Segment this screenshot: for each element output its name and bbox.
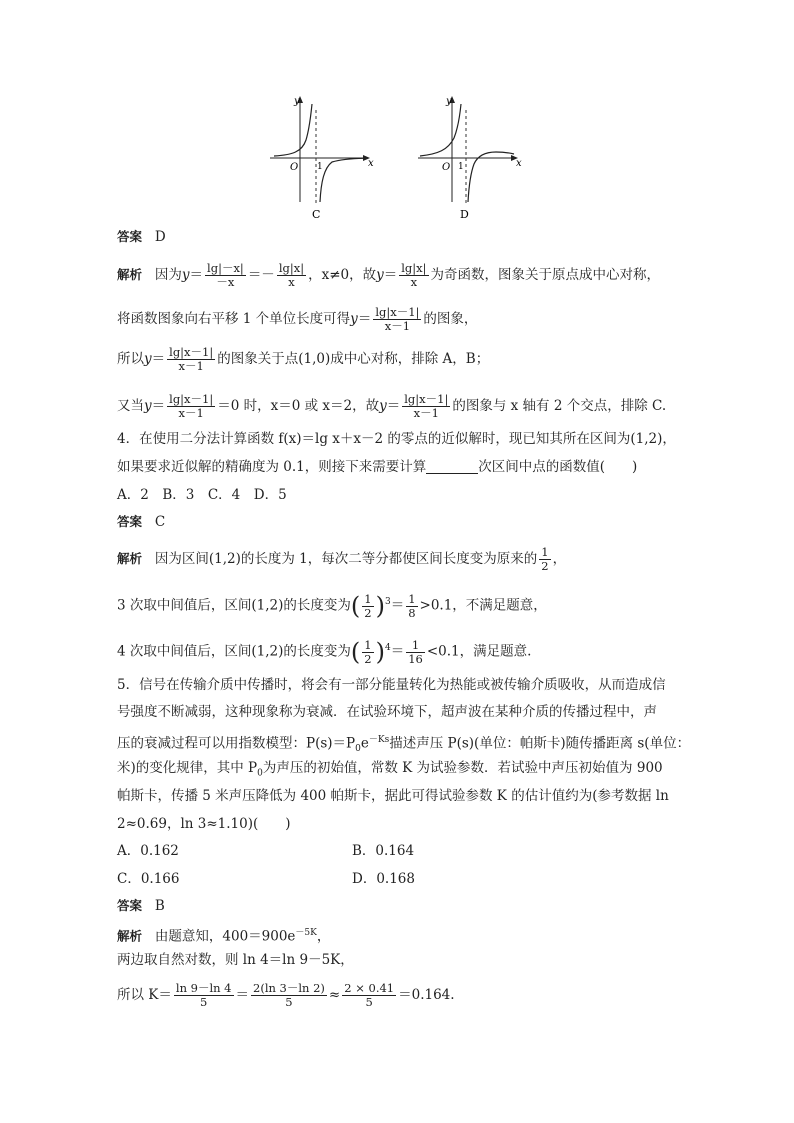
q4-analysis-line-3: 4 次取中间值后，区间(1,2)的长度变为( $\frac{1}{2}$ )$^4$＝ $\frac{1}{16}$ <0.1，满足题意. — [117, 637, 532, 666]
graph-c-label: C — [312, 208, 321, 221]
fraction: $\frac{1}{8}$ — [408, 591, 416, 620]
q5-stem-line-5: 帕斯卡，传播 5 米声压降低为 400 帕斯卡，据此可得试验参数 K 的估计值约为(参考数据 ln — [117, 788, 669, 804]
curve-right — [320, 158, 364, 202]
q5-stem-line-6: 2≈0.69，ln 3≈1.10)( ) — [117, 816, 291, 832]
q4-stem-line-2: 如果要求近似解的精确度为 0.1，则接下来需要计算 次区间中点的函数值( ) — [117, 459, 638, 475]
fraction: $\frac{2 \times 0.41}{5}$ — [344, 981, 395, 1009]
q3-answer: 答案 D — [117, 229, 166, 245]
q3-analysis-line-3: 所以y＝ $\frac{\lg|x-1|}{x-1}$ 的图象关于点(1,0)成中心对称，排除 A，B； — [117, 345, 490, 373]
q3-analysis-line-2: 将函数图象向右平移 1 个单位长度可得y＝ $\frac{\lg|x-1|}{x-1}$ 的图象， — [117, 305, 478, 333]
axis-y-label: y — [446, 96, 452, 107]
q5-answer: 答案 B — [117, 898, 165, 914]
fraction: $\frac{1}{16}$ — [408, 637, 423, 666]
q3-analysis-line-4: 又当y＝ $\frac{\lg|x-1|}{x-1}$ ＝0 时，x＝0 或 x＝2，故y＝ $\frac{\lg|x-1|}{x-1}$ 的图象与 x 轴有 2 个交点，排除 C. — [117, 392, 667, 420]
answer-blank — [426, 459, 478, 474]
tick-one-label: 1 — [317, 162, 323, 172]
q5-option-c: C．0.166 — [117, 871, 180, 887]
fraction: $\frac{\lg|x|}{x}$ — [278, 261, 305, 289]
axis-x-label: x — [516, 158, 522, 169]
fraction: $\frac{\lg|x-1|}{x-1}$ — [169, 345, 214, 373]
q4-stem-line-1: 4．在使用二分法计算函数 f(x)＝lg x＋x－2 的零点的近似解时，现已知其所在区间为(1,2)， — [117, 431, 676, 447]
axis-y-label: y — [294, 96, 300, 107]
fraction: $\frac{\lg|x-1|}{x-1}$ — [375, 305, 420, 333]
q5-analysis-line-1: 解析 由题意知，$400=900e^{-5K}$， — [117, 928, 331, 945]
q5-stem-line-3: 压的衰减过程可以用指数模型：$P(s)=P_0e^{-Ks}$描述声压 P(s)(单位：帕斯卡)随传播距离 s(单位： — [117, 735, 691, 755]
graph-d — [410, 92, 528, 222]
fraction: $\frac{\lg|x|}{x}$ — [401, 261, 427, 289]
q5-analysis-line-3: 所以 K＝ $\frac{\ln 9-\ln 4}{5}$ ＝ $\frac{2(\ln 3-\ln 2)}{5}$ ≈ $\frac{2 \times 0.41}{5}$ ＝0.164. — [117, 981, 455, 1009]
q4-answer: 答案 C — [117, 514, 166, 530]
graph-d-label: D — [460, 208, 469, 221]
axis-x-label: x — [368, 158, 374, 169]
fraction: $\frac{1}{2}$ — [364, 591, 372, 620]
fraction: $\frac{\ln 9-\ln 4}{5}$ — [175, 981, 232, 1009]
fraction: $\frac{\lg|-x|}{-x}$ — [207, 261, 244, 289]
q3-analysis-line-1: 解析 因为y＝ $\frac{\lg|-x|}{-x}$ ＝－ $\frac{\lg|x|}{x}$ ，x≠0，故y＝ $\frac{\lg|x|}{x}$ 为奇函数，图象关于原点成中心对称， — [117, 261, 661, 289]
curve-left — [274, 104, 312, 156]
tick-one-label: 1 — [458, 162, 464, 172]
fraction: $\frac{2(\ln 3-\ln 2)}{5}$ — [253, 981, 325, 1009]
origin-label: O — [290, 162, 299, 173]
curve-right — [468, 152, 514, 202]
q5-option-a: A．0.162 — [117, 843, 179, 859]
q4-options: A．2 B．3 C．4 D．5 — [117, 487, 287, 503]
curve-left — [420, 104, 461, 156]
q5-stem-line-1: 5．信号在传输介质中传播时，将会有一部分能量转化为热能或被传输介质吸收，从而造成信 — [117, 677, 666, 693]
fraction: $\frac{\lg|x-1|}{x-1}$ — [169, 392, 214, 420]
graph-c — [262, 92, 380, 222]
origin-label: O — [442, 162, 451, 173]
q5-option-b: B．0.164 — [352, 843, 415, 859]
fraction: $\frac{1}{2}$ — [364, 637, 372, 666]
q4-analysis-line-2: 3 次取中间值后，区间(1,2)的长度变为( $\frac{1}{2}$ )$^3$＝ $\frac{1}{8}$ >0.1，不满足题意， — [117, 591, 547, 620]
fraction: $\frac{\lg|x-1|}{x-1}$ — [404, 392, 449, 420]
q5-stem-line-4: 米)的变化规律，其中 $P_0$为声压的初始值，常数 K 为试验参数．若试验中声压初始值为 900 — [117, 760, 663, 779]
q5-stem-line-2: 号强度不断减弱，这种现象称为衰减．在试验环境下，超声波在某种介质的传播过程中，声 — [117, 704, 657, 720]
q5-option-d: D．0.168 — [352, 871, 415, 887]
q5-analysis-line-2: 两边取自然对数，则 ln 4＝ln 9－5K， — [117, 952, 354, 968]
fraction: $\frac{1}{2}$ — [541, 545, 549, 573]
q4-analysis-line-1: 解析 因为区间(1,2)的长度为 1，每次二等分都使区间长度变为原来的 $\frac{1}{2}$ ， — [117, 545, 567, 573]
